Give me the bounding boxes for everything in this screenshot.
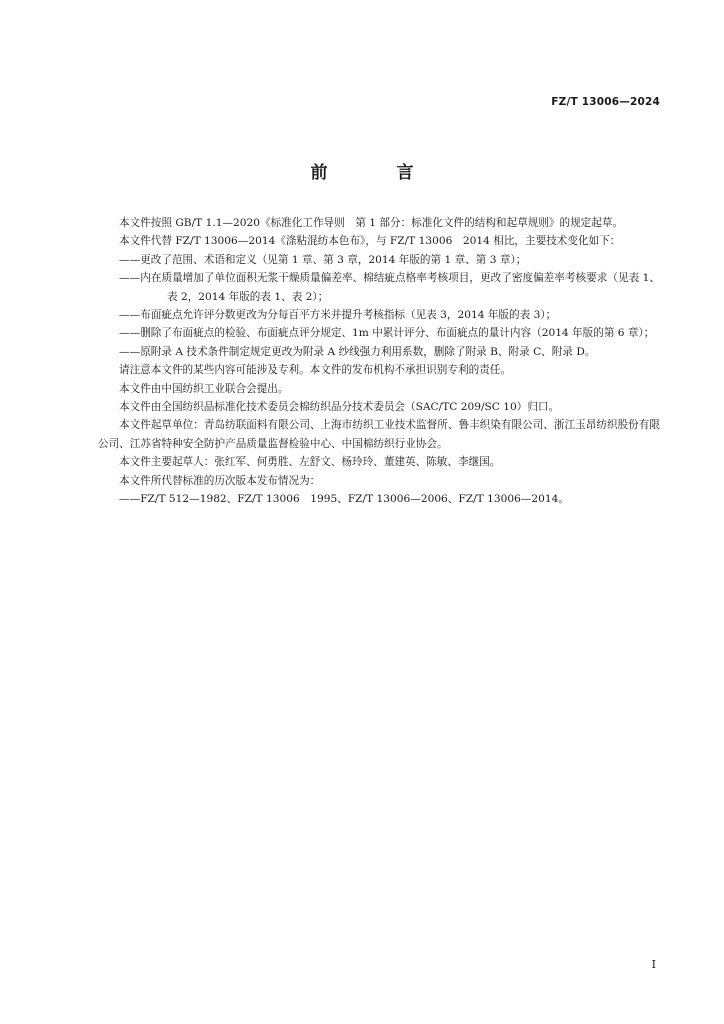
paragraph-technical-committee: 本文件由全国纺织品标准化技术委员会棉纺织品分技术委员会（SAC/TC 209/SC 10）归口。: [119, 401, 560, 414]
paragraph-history-versions: ——FZ/T 512—1982、FZ/T 13006 1995、FZ/T 13006—2006、FZ/T 13006—2014。: [119, 493, 569, 506]
paragraph-drafters: 本文件主要起草人：张红军、何勇胜、左舒文、杨玲玲、董建英、陈敏、李继国。: [119, 456, 501, 469]
change-item: ——更改了范围、术语和定义（见第 1 章、第 3 章，2014 年版的第 1 章、第 3 章）；: [119, 253, 527, 266]
change-item: ——原附录 A 技术条件制定规定更改为附录 A 纱线强力利用系数，删除了附录 B、附录 C、附录 D。: [119, 345, 596, 358]
paragraph-drafting-units: 本文件起草单位：青岛纺联面料有限公司、上海市纺织工业技术监督所、鲁丰织染有限公司、浙江玉昂纺织股份有限公司、江苏省特种安全防护产品质量监督检验中心、中国棉纺织行业协会。: [98, 419, 660, 450]
paragraph-patent-notice: 请注意本文件的某些内容可能涉及专利。本文件的发布机构不承担识别专利的责任。: [119, 364, 511, 377]
paragraph-history-intro: 本文件所代替标准的历次版本发布情况为：: [119, 474, 321, 487]
paragraph-drafting-rules: 本文件按照 GB/T 1.1—2020《标准化工作导则 第 1 部分：标准化文件的结构和起草规则》的规定起草。: [119, 217, 624, 229]
change-item: ——删除了布面疵点的检验、布面疵点评分规定、1m 中累计评分、布面疵点的量计内容（2014 年版的第 6 章）；: [119, 327, 655, 340]
change-item: ——布面疵点允许评分数更改为分每百平方米并提升考核指标（见表 3，2014 年版的表 3）；: [119, 309, 557, 322]
page-number: I: [651, 958, 656, 971]
standard-code-header: FZ/T 13006—2024: [551, 96, 660, 108]
change-item: ——内在质量增加了单位面积无浆干燥质量偏差率、棉结疵点格率考核项目，更改了密度偏差率考核要求（见表 1、表 2，2014 年版的表 1、表 2）；: [119, 272, 660, 303]
paragraph-proposer: 本文件由中国纺织工业联合会提出。: [119, 382, 289, 395]
paragraph-replacement: 本文件代替 FZ/T 13006—2014《涤粘混纺本色布》，与 FZ/T 13006 2014 相比，主要技术变化如下：: [119, 235, 621, 248]
page-title: 前 言: [310, 163, 440, 183]
foreword-body: [98, 214, 660, 509]
